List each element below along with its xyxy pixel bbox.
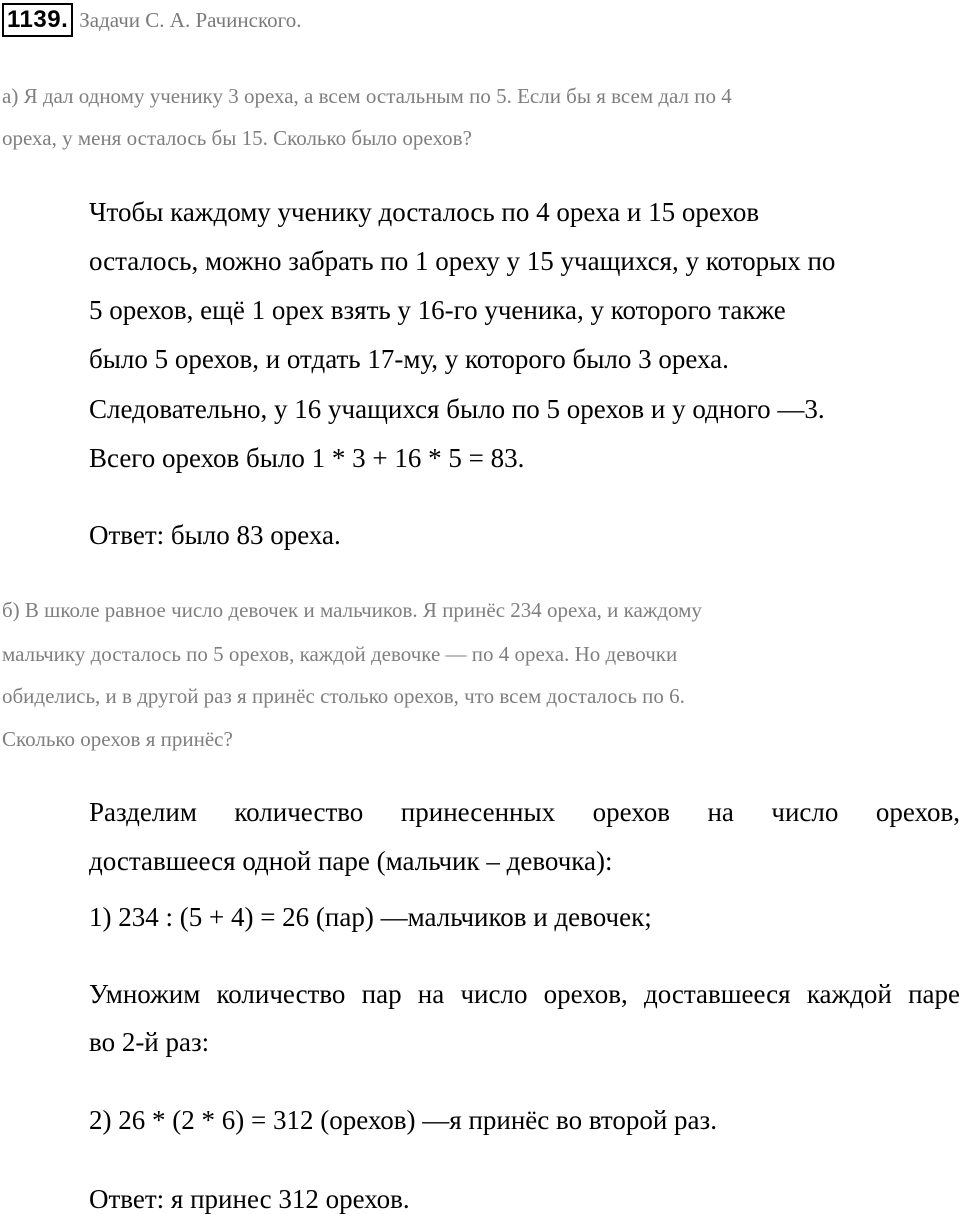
word: принесенных bbox=[400, 797, 556, 827]
solution-b-line-3 bbox=[89, 979, 960, 1009]
problem-header bbox=[2, 2, 301, 38]
word: Умножим bbox=[89, 979, 201, 1009]
word: орехов, bbox=[875, 797, 960, 827]
task-a-line-1: а) Я дал одному ученику 3 ореха, а всем остальным по 5. Если бы я всем дал по 4 bbox=[2, 84, 732, 108]
solution-a-line-4: было 5 орехов, и отдать 17-му, у которого было 3 ореха. bbox=[89, 344, 729, 374]
solution-a-line-5: Следовательно, у 16 учащихся было по 5 орехов и у одного —3. bbox=[89, 394, 825, 424]
problem-number: 1139. bbox=[2, 3, 73, 37]
solution-b-answer: Ответ: я принес 312 орехов. bbox=[89, 1184, 410, 1214]
task-a-line-2: ореха, у меня осталось бы 15. Сколько было орехов? bbox=[2, 126, 472, 150]
word: Разделим bbox=[89, 797, 197, 827]
word: на bbox=[417, 979, 445, 1009]
solution-a-answer: Ответ: было 83 ореха. bbox=[89, 520, 341, 550]
word: количество bbox=[216, 979, 346, 1009]
word: число bbox=[771, 797, 839, 827]
word: пар bbox=[361, 979, 402, 1009]
solution-b-step-2: 2) 26 * (2 * 6) = 312 (орехов) —я принёс во второй раз. bbox=[89, 1105, 717, 1135]
task-b-line-3: обиделись, и в другой раз я принёс столько орехов, что всем досталось по 6. bbox=[2, 684, 685, 708]
word: доставшееся bbox=[644, 979, 791, 1009]
word: на bbox=[707, 797, 734, 827]
word: количество bbox=[234, 797, 364, 827]
solution-b-step-1: 1) 234 : (5 + 4) = 26 (пар) —мальчиков и девочек; bbox=[89, 902, 652, 932]
solution-a-line-2: осталось, можно забрать по 1 ореху у 15 учащихся, у которых по bbox=[89, 246, 836, 276]
solution-a-line-1: Чтобы каждому ученику досталось по 4 ореха и 15 орехов bbox=[89, 197, 760, 227]
solution-b-line-4: во 2-й раз: bbox=[89, 1027, 210, 1057]
solution-a-line-6: Всего орехов было 1 * 3 + 16 * 5 = 83. bbox=[89, 443, 525, 473]
word: орехов bbox=[592, 797, 670, 827]
task-b-line-2: мальчику досталось по 5 орехов, каждой девочке — по 4 ореха. Но девочки bbox=[2, 642, 678, 666]
word: число bbox=[460, 979, 528, 1009]
solution-b-line-1 bbox=[89, 797, 960, 827]
problem-title: Задачи С. А. Рачинского. bbox=[79, 7, 302, 32]
task-b-line-1: б) В школе равное число девочек и мальчиков. Я принёс 234 ореха, и каждому bbox=[2, 598, 702, 622]
solution-a-line-3: 5 орехов, ещё 1 орех взять у 16-го ученика, у которого также bbox=[89, 295, 786, 325]
word: каждой bbox=[806, 979, 892, 1009]
word: орехов, bbox=[543, 979, 628, 1009]
word: паре bbox=[908, 979, 960, 1009]
solution-b-line-2: доставшееся одной паре (мальчик – девочка): bbox=[89, 846, 613, 876]
task-b-line-4: Сколько орехов я принёс? bbox=[2, 727, 233, 751]
